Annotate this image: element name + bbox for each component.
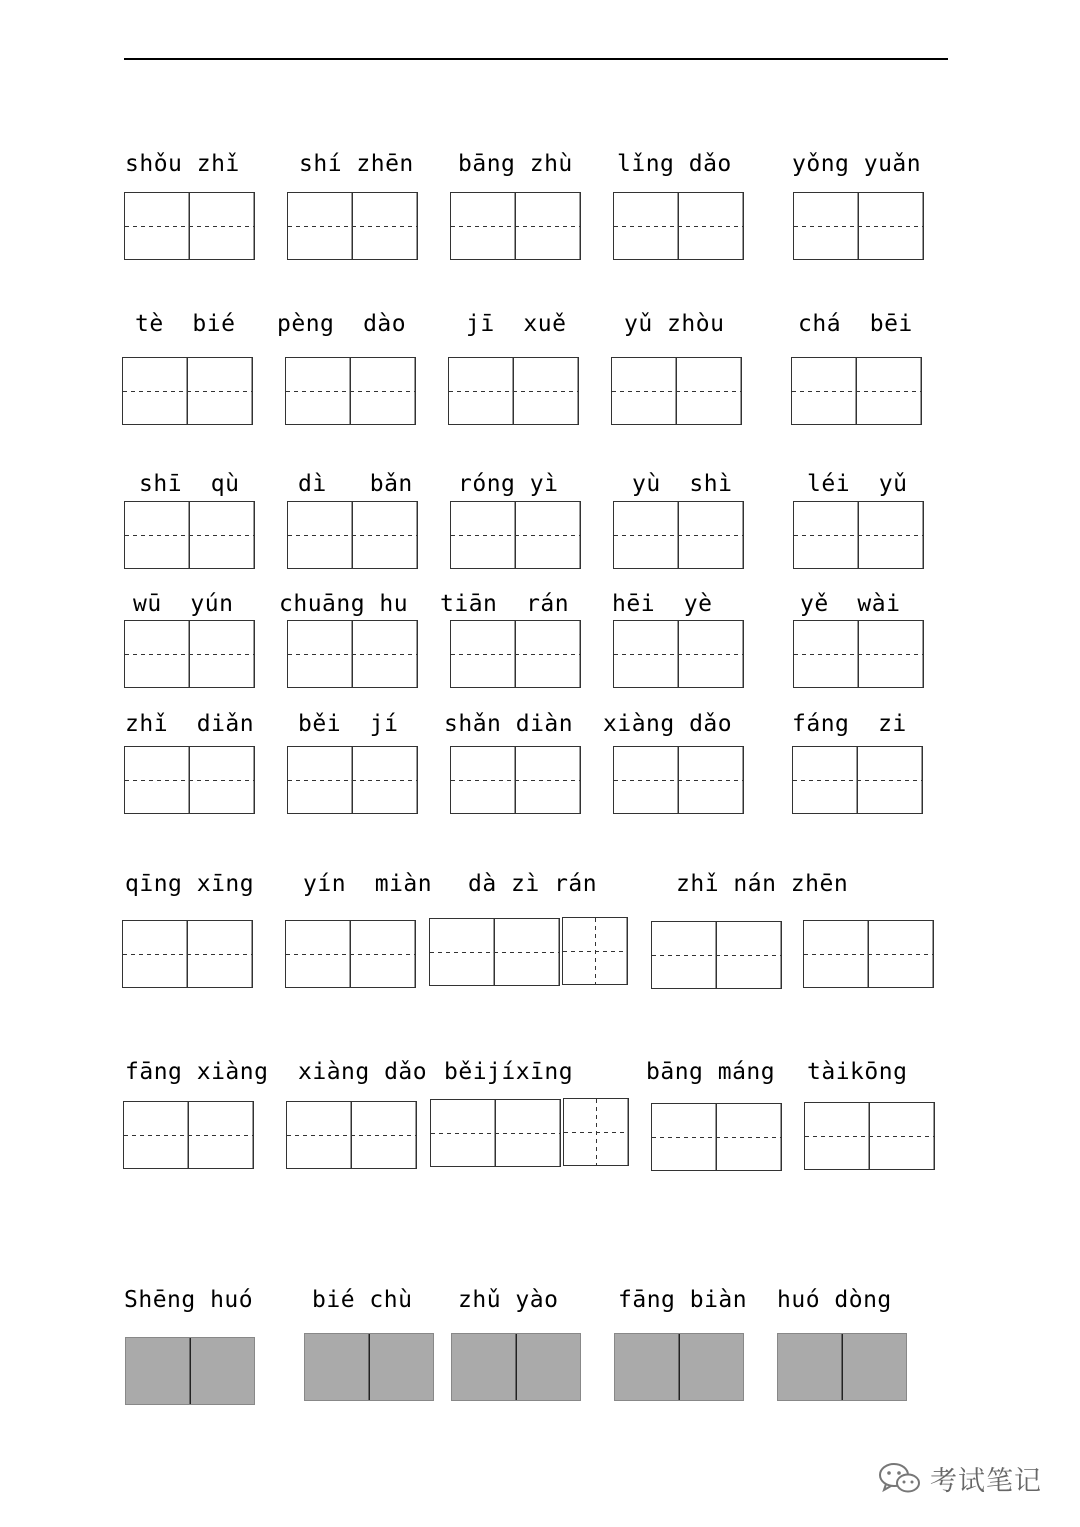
tianzige-writing-box[interactable] [285, 357, 416, 425]
pinyin-label: shī qù [139, 471, 240, 497]
tianzige-writing-box[interactable] [429, 918, 560, 986]
pinyin-label: pèng dào [277, 311, 407, 337]
tianzige-writing-box[interactable] [125, 1337, 255, 1405]
pinyin-label: huó dòng [777, 1287, 892, 1313]
tianzige-writing-box[interactable] [286, 1101, 417, 1169]
tianzige-writing-box[interactable] [124, 620, 255, 688]
pinyin-label: dà zì rán [468, 871, 598, 897]
tianzige-writing-box[interactable] [651, 921, 782, 989]
pinyin-label: yù shì [632, 471, 733, 497]
pinyin-label: fáng zi [792, 711, 907, 737]
tianzige-writing-box[interactable] [124, 501, 255, 569]
tianzige-writing-box[interactable] [793, 620, 924, 688]
pinyin-label: tàikōng [807, 1059, 908, 1085]
tianzige-writing-box[interactable] [613, 192, 744, 260]
tianzige-writing-box[interactable] [448, 357, 579, 425]
tianzige-writing-box[interactable] [451, 1333, 581, 1401]
pinyin-label: tè bié [135, 311, 236, 337]
pinyin-label: róng yì [458, 471, 559, 497]
tianzige-writing-box[interactable] [450, 620, 581, 688]
pinyin-label: bāng zhù [458, 151, 573, 177]
tianzige-writing-box[interactable] [791, 357, 922, 425]
tianzige-writing-box[interactable] [613, 620, 744, 688]
tianzige-writing-box[interactable] [123, 1101, 254, 1169]
pinyin-label: shǒu zhǐ [125, 151, 240, 177]
pinyin-label: yǒng yuǎn [792, 151, 922, 177]
pinyin-label: fāng biàn [618, 1287, 748, 1313]
tianzige-writing-box[interactable] [287, 192, 418, 260]
pinyin-label: chuāng hu [279, 591, 409, 617]
tianzige-writing-box[interactable] [803, 920, 934, 988]
pinyin-label: yín miàn [303, 871, 433, 897]
tianzige-writing-box[interactable] [122, 920, 253, 988]
watermark-text: 考试笔记 [930, 1465, 1042, 1497]
pinyin-label: shí zhēn [299, 151, 414, 177]
tianzige-writing-box[interactable] [287, 746, 418, 814]
tianzige-writing-box[interactable] [122, 357, 253, 425]
pinyin-label: běi jí [298, 711, 399, 737]
tianzige-writing-box[interactable] [287, 501, 418, 569]
tianzige-writing-box[interactable] [450, 501, 581, 569]
tianzige-writing-box[interactable] [287, 620, 418, 688]
tianzige-writing-box[interactable] [285, 920, 416, 988]
pinyin-label: bié chù [312, 1287, 413, 1313]
tianzige-writing-box[interactable] [124, 746, 255, 814]
tianzige-writing-box[interactable] [777, 1333, 907, 1401]
tianzige-writing-box[interactable] [611, 357, 742, 425]
pinyin-label: chá bēi [798, 311, 913, 337]
pinyin-label: běijíxīng [444, 1059, 574, 1085]
pinyin-label: léi yǔ [807, 471, 908, 497]
pinyin-label: zhǐ nán zhēn [676, 871, 849, 897]
pinyin-label: fāng xiàng [125, 1059, 269, 1085]
tianzige-writing-box[interactable] [804, 1102, 935, 1170]
tianzige-writing-box[interactable] [793, 501, 924, 569]
tianzige-writing-box[interactable] [124, 192, 255, 260]
tianzige-writing-box[interactable] [613, 746, 744, 814]
pinyin-label: bāng máng [646, 1059, 776, 1085]
pinyin-label: hēi yè [612, 591, 713, 617]
tianzige-writing-box[interactable] [450, 192, 581, 260]
pinyin-label: wū yún [133, 591, 234, 617]
tianzige-writing-box[interactable] [792, 746, 923, 814]
pinyin-label: zhǐ diǎn [125, 711, 255, 737]
pinyin-label: yǔ zhòu [624, 311, 725, 337]
tianzige-writing-box[interactable] [613, 501, 744, 569]
tianzige-writing-box[interactable] [563, 1098, 629, 1166]
pinyin-label: qīng xīng [125, 871, 255, 897]
wechat-icon [878, 1460, 922, 1496]
pinyin-label: zhǔ yào [458, 1287, 559, 1313]
pinyin-label: shǎn diàn [444, 711, 574, 737]
pinyin-label: jī xuě [466, 311, 567, 337]
tianzige-writing-box[interactable] [430, 1099, 561, 1167]
watermark [878, 1458, 1053, 1498]
pinyin-label: lǐng dǎo [617, 151, 732, 177]
tianzige-writing-box[interactable] [651, 1103, 782, 1171]
tianzige-writing-box[interactable] [793, 192, 924, 260]
pinyin-label: xiàng dǎo [603, 711, 733, 737]
tianzige-writing-box[interactable] [614, 1333, 744, 1401]
tianzige-writing-box[interactable] [450, 746, 581, 814]
tianzige-writing-box[interactable] [562, 917, 628, 985]
pinyin-label: tiān rán [440, 591, 570, 617]
pinyin-label: yě wài [800, 591, 901, 617]
tianzige-writing-box[interactable] [304, 1333, 434, 1401]
pinyin-label: Shēng huó [124, 1287, 254, 1313]
pinyin-label: xiàng dǎo [298, 1059, 428, 1085]
pinyin-label: dì bǎn [298, 471, 413, 497]
